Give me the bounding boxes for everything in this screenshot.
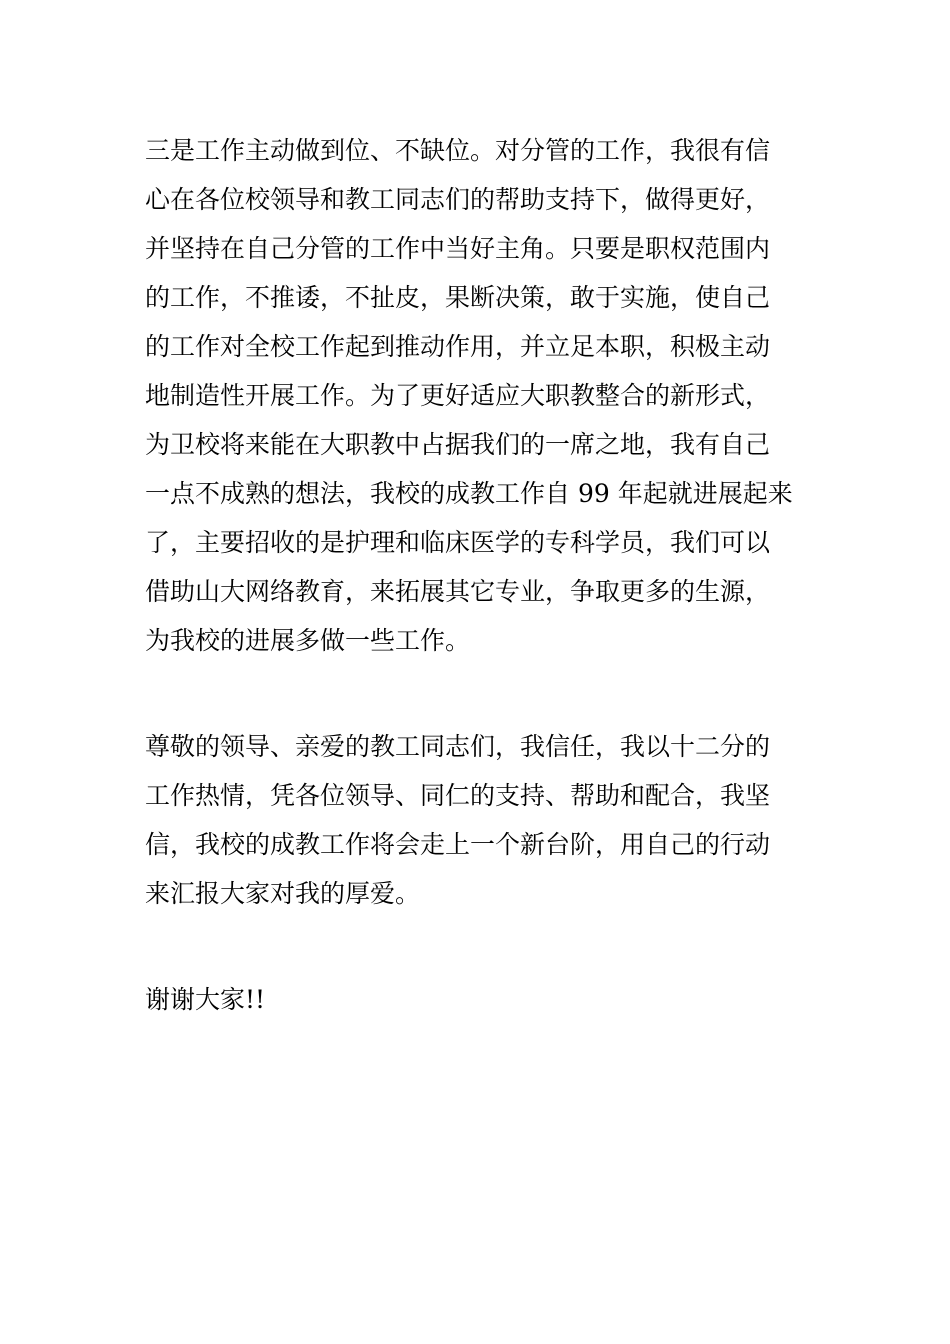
paragraph-line: 心在各位校领导和教工同志们的帮助支持下，做得更好， bbox=[145, 185, 771, 214]
closing-line: 谢谢大家!! bbox=[145, 985, 266, 1014]
paragraph-line: 工作热情，凭各位领导、同仁的支持、帮助和配合，我坚 bbox=[145, 781, 771, 810]
paragraph-line: 为卫校将来能在大职教中占据我们的一席之地，我有自己 bbox=[145, 430, 771, 459]
paragraph-line: 三是工作主动做到位、不缺位。对分管的工作，我很有信 bbox=[145, 136, 771, 165]
paragraph-line: 借助山大网络教育，来拓展其它专业，争取更多的生源， bbox=[145, 577, 771, 606]
paragraph-line: 来汇报大家对我的厚爱。 bbox=[145, 879, 421, 908]
paragraph-line: 的工作，不推诿，不扯皮，果断决策，敢于实施，使自己 bbox=[145, 283, 771, 312]
paragraph-line: 的工作对全校工作起到推动作用，并立足本职，积极主动 bbox=[145, 332, 771, 361]
paragraph-line: 地制造性开展工作。为了更好适应大职教整合的新形式， bbox=[145, 381, 771, 410]
paragraph-line: 为我校的进展多做一些工作。 bbox=[145, 626, 471, 655]
paragraph-line: 了，主要招收的是护理和临床医学的专科学员，我们可以 bbox=[145, 528, 771, 557]
paragraph-line: 信，我校的成教工作将会走上一个新台阶，用自己的行动 bbox=[145, 830, 771, 859]
paragraph-line: 尊敬的领导、亲爱的教工同志们，我信任，我以十二分的 bbox=[145, 732, 771, 761]
paragraph-line: 并坚持在自己分管的工作中当好主角。只要是职权范围内 bbox=[145, 234, 771, 263]
paragraph-line: 一点不成熟的想法，我校的成教工作自 99 年起就进展起来 bbox=[145, 479, 793, 508]
